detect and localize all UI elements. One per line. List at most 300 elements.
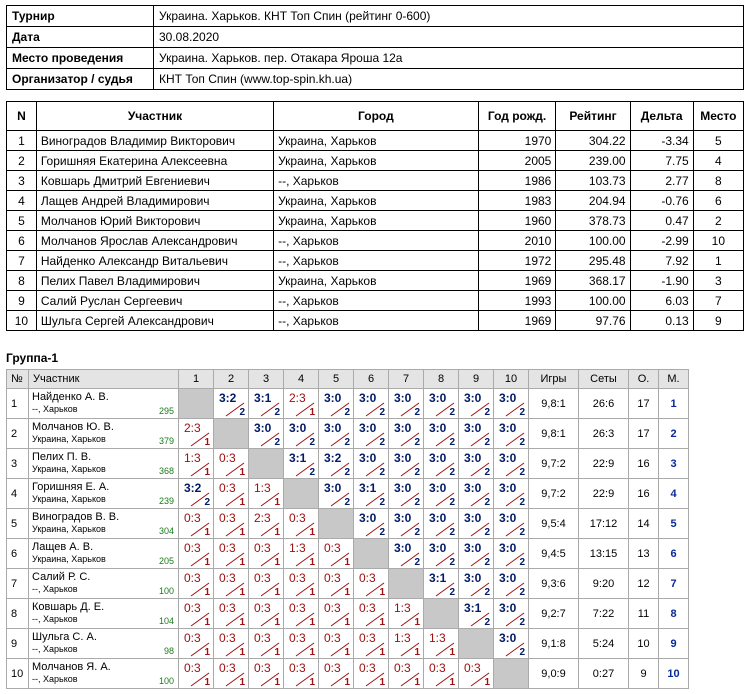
match-score: 3:1 xyxy=(289,451,307,465)
group-header-col: 5 xyxy=(319,370,354,389)
group-points: 12 xyxy=(629,569,659,599)
participants-cell: --, Харьков xyxy=(274,251,479,271)
tournament-info-table xyxy=(6,5,744,90)
match-score: 3:0 xyxy=(464,571,482,585)
match-cell xyxy=(249,389,284,419)
group-sets: 22:9 xyxy=(579,449,629,479)
diagonal-cell xyxy=(319,509,354,539)
player-name: Лащев А. В. xyxy=(32,541,94,553)
match-score: 3:0 xyxy=(429,541,447,555)
match-score: 0:3 xyxy=(219,571,236,585)
participants-cell: 304.22 xyxy=(556,131,630,151)
match-cell xyxy=(389,659,424,689)
match-points: 1 xyxy=(414,617,420,628)
match-points: 1 xyxy=(204,467,210,478)
match-points: 1 xyxy=(309,407,315,418)
match-points: 2 xyxy=(414,407,420,418)
match-result xyxy=(389,449,423,478)
participants-cell: 100.00 xyxy=(556,291,630,311)
player-rating: 304 xyxy=(158,526,174,536)
participants-cell: 2 xyxy=(7,151,37,171)
match-result xyxy=(354,479,388,508)
group-header-points: О. xyxy=(629,370,659,389)
match-points: 2 xyxy=(519,557,525,568)
match-cell xyxy=(214,389,249,419)
participants-cell: 7 xyxy=(693,291,743,311)
group-header-player: Участник xyxy=(29,370,179,389)
group-place: 7 xyxy=(659,569,689,599)
group-row-num: 5 xyxy=(7,509,29,539)
participants-cell: 2 xyxy=(693,211,743,231)
group-sets: 7:22 xyxy=(579,599,629,629)
group-header-col: 3 xyxy=(249,370,284,389)
info-row xyxy=(7,48,744,69)
match-score: 0:3 xyxy=(324,661,341,675)
match-points: 1 xyxy=(344,617,350,628)
player-name: Молчанов Ю. В. xyxy=(32,421,114,433)
match-points: 2 xyxy=(379,527,385,538)
group-place: 10 xyxy=(659,659,689,689)
match-cell xyxy=(459,599,494,629)
match-score: 3:0 xyxy=(464,451,482,465)
group-player-cell xyxy=(29,479,179,509)
table-row xyxy=(7,171,744,191)
match-score: 3:0 xyxy=(464,541,482,555)
match-result xyxy=(354,659,388,688)
match-score: 3:0 xyxy=(394,391,412,405)
match-cell xyxy=(354,569,389,599)
participants-cell: Украина, Харьков xyxy=(274,151,479,171)
match-cell xyxy=(459,419,494,449)
participants-cell: --, Харьков xyxy=(274,291,479,311)
participants-cell: 0.47 xyxy=(630,211,693,231)
match-result xyxy=(214,599,248,628)
group-points: 14 xyxy=(629,509,659,539)
player-rating: 205 xyxy=(158,556,174,566)
match-points: 1 xyxy=(204,587,210,598)
group-player-cell xyxy=(29,419,179,449)
match-score: 0:3 xyxy=(184,511,201,525)
match-score: 3:0 xyxy=(429,481,447,495)
participants-cell: 8 xyxy=(693,171,743,191)
match-result xyxy=(459,449,493,478)
diagonal-cell xyxy=(249,449,284,479)
match-score: 3:0 xyxy=(289,421,307,435)
match-result xyxy=(179,449,213,478)
match-score: 0:3 xyxy=(359,601,376,615)
group-points: 13 xyxy=(629,539,659,569)
match-points: 2 xyxy=(344,437,350,448)
match-points: 1 xyxy=(274,677,280,688)
table-row xyxy=(7,151,744,171)
match-score: 3:0 xyxy=(394,481,412,495)
match-cell xyxy=(179,659,214,689)
participants-cell: 1 xyxy=(693,251,743,271)
player-city: --, Харьков xyxy=(32,584,78,594)
match-points: 2 xyxy=(274,407,280,418)
match-cell xyxy=(459,539,494,569)
match-cell xyxy=(249,539,284,569)
match-result xyxy=(214,569,248,598)
player-name: Ковшарь Д. Е. xyxy=(32,601,105,613)
group-row xyxy=(7,389,689,419)
match-cell xyxy=(249,599,284,629)
match-score: 3:0 xyxy=(394,541,412,555)
group-sets: 26:3 xyxy=(579,419,629,449)
match-cell xyxy=(494,419,529,449)
match-points: 2 xyxy=(379,497,385,508)
group-row-num: 2 xyxy=(7,419,29,449)
match-score: 3:1 xyxy=(254,391,272,405)
match-result xyxy=(354,569,388,598)
match-cell xyxy=(494,629,529,659)
match-result xyxy=(319,659,353,688)
match-result xyxy=(389,479,423,508)
match-cell xyxy=(354,419,389,449)
match-result xyxy=(459,599,493,628)
match-cell xyxy=(319,389,354,419)
match-result xyxy=(389,389,423,418)
match-score: 0:3 xyxy=(219,661,236,675)
group-row xyxy=(7,539,689,569)
participants-cell: 4 xyxy=(7,191,37,211)
table-row xyxy=(7,131,744,151)
player-city: Украина, Харьков xyxy=(32,524,106,534)
match-result xyxy=(284,569,318,598)
participants-cell: Найденко Александр Витальевич xyxy=(36,251,273,271)
table-row xyxy=(7,231,744,251)
match-score: 3:0 xyxy=(464,511,482,525)
match-result xyxy=(424,659,458,688)
group-header-games: Игры xyxy=(529,370,579,389)
participants-cell: 1960 xyxy=(478,211,556,231)
group-points: 10 xyxy=(629,629,659,659)
group-header-place: М. xyxy=(659,370,689,389)
group-row xyxy=(7,599,689,629)
match-score: 3:0 xyxy=(394,451,412,465)
match-result xyxy=(179,419,213,448)
match-result xyxy=(389,539,423,568)
participants-cell: 368.17 xyxy=(556,271,630,291)
group-games: 9,7:2 xyxy=(529,449,579,479)
participants-cell: 103.73 xyxy=(556,171,630,191)
group-sets: 0:27 xyxy=(579,659,629,689)
group-points: 9 xyxy=(629,659,659,689)
participants-cell: 6.03 xyxy=(630,291,693,311)
match-score: 3:0 xyxy=(324,421,342,435)
match-score: 3:0 xyxy=(464,421,482,435)
match-score: 3:0 xyxy=(499,451,517,465)
match-score: 0:3 xyxy=(254,541,271,555)
match-result xyxy=(179,539,213,568)
group-header-col: 6 xyxy=(354,370,389,389)
match-result xyxy=(494,539,528,568)
match-score: 3:0 xyxy=(359,391,377,405)
match-cell xyxy=(459,479,494,509)
match-cell xyxy=(354,449,389,479)
match-points: 2 xyxy=(519,467,525,478)
info-label: Место проведения xyxy=(7,48,154,69)
participants-cell: 1969 xyxy=(478,271,556,291)
match-score: 3:0 xyxy=(499,541,517,555)
group-sets: 17:12 xyxy=(579,509,629,539)
participants-cell: 9 xyxy=(7,291,37,311)
match-score: 3:0 xyxy=(324,481,342,495)
group-games: 9,4:5 xyxy=(529,539,579,569)
match-points: 2 xyxy=(379,467,385,478)
participants-cell: 2005 xyxy=(478,151,556,171)
participants-cell: 1986 xyxy=(478,171,556,191)
participants-cell: 9 xyxy=(693,311,743,331)
match-points: 1 xyxy=(239,467,245,478)
participants-cell: 1970 xyxy=(478,131,556,151)
match-points: 1 xyxy=(239,497,245,508)
match-points: 1 xyxy=(274,497,280,508)
participants-cell: 1972 xyxy=(478,251,556,271)
match-cell xyxy=(284,449,319,479)
group-player-cell xyxy=(29,569,179,599)
match-cell xyxy=(494,569,529,599)
match-score: 0:3 xyxy=(324,601,341,615)
match-score: 0:3 xyxy=(219,451,236,465)
match-score: 0:3 xyxy=(359,571,376,585)
player-rating: 295 xyxy=(158,406,174,416)
match-score: 3:0 xyxy=(429,391,447,405)
match-points: 2 xyxy=(414,467,420,478)
table-row xyxy=(7,191,744,211)
match-points: 2 xyxy=(519,497,525,508)
match-cell xyxy=(424,479,459,509)
match-score: 0:3 xyxy=(289,631,306,645)
match-score: 0:3 xyxy=(219,631,236,645)
match-result xyxy=(284,389,318,418)
group-header-col: 4 xyxy=(284,370,319,389)
match-points: 1 xyxy=(344,677,350,688)
match-result xyxy=(249,419,283,448)
match-points: 2 xyxy=(379,407,385,418)
diagonal-cell xyxy=(284,479,319,509)
match-score: 2:3 xyxy=(289,391,306,405)
match-score: 3:0 xyxy=(394,511,412,525)
match-result xyxy=(494,509,528,538)
match-score: 0:3 xyxy=(289,661,306,675)
match-result xyxy=(354,509,388,538)
participants-cell: 239.00 xyxy=(556,151,630,171)
group-place: 9 xyxy=(659,629,689,659)
match-score: 3:2 xyxy=(324,451,342,465)
match-result xyxy=(319,479,353,508)
group-player-cell xyxy=(29,449,179,479)
match-result xyxy=(494,449,528,478)
match-cell xyxy=(494,479,529,509)
match-points: 2 xyxy=(414,527,420,538)
match-cell xyxy=(354,659,389,689)
participants-cell: 6 xyxy=(693,191,743,211)
match-points: 1 xyxy=(204,677,210,688)
match-cell xyxy=(319,419,354,449)
match-score: 1:3 xyxy=(394,631,411,645)
match-score: 0:3 xyxy=(394,661,411,675)
participants-cell: Молчанов Ярослав Александрович xyxy=(36,231,273,251)
player-city: --, Харьков xyxy=(32,404,78,414)
match-points: 1 xyxy=(239,557,245,568)
match-cell xyxy=(214,539,249,569)
info-label: Дата xyxy=(7,27,154,48)
group-header-num: № xyxy=(7,370,29,389)
match-cell xyxy=(319,659,354,689)
group-header-col: 7 xyxy=(389,370,424,389)
group-row xyxy=(7,509,689,539)
match-cell xyxy=(284,599,319,629)
player-name: Салий Р. С. xyxy=(32,571,91,583)
group-row xyxy=(7,419,689,449)
participants-cell: 5 xyxy=(693,131,743,151)
match-score: 2:3 xyxy=(184,421,201,435)
match-cell xyxy=(214,569,249,599)
match-result xyxy=(389,419,423,448)
match-points: 1 xyxy=(449,647,455,658)
player-rating: 239 xyxy=(158,496,174,506)
group-points: 11 xyxy=(629,599,659,629)
participants-header: Место xyxy=(693,102,743,131)
group-place: 5 xyxy=(659,509,689,539)
match-result xyxy=(179,599,213,628)
match-score: 1:3 xyxy=(254,481,271,495)
match-score: 0:3 xyxy=(184,631,201,645)
diagonal-cell xyxy=(424,599,459,629)
group-player-cell xyxy=(29,509,179,539)
match-cell xyxy=(389,389,424,419)
match-points: 1 xyxy=(379,647,385,658)
match-score: 0:3 xyxy=(359,661,376,675)
participants-cell: Украина, Харьков xyxy=(274,271,479,291)
participants-header: Рейтинг xyxy=(556,102,630,131)
group-row-num: 4 xyxy=(7,479,29,509)
match-score: 3:0 xyxy=(464,391,482,405)
player-rating: 368 xyxy=(158,466,174,476)
match-points: 1 xyxy=(379,617,385,628)
player-name: Пелих П. В. xyxy=(32,451,92,463)
group-row-num: 6 xyxy=(7,539,29,569)
match-cell xyxy=(494,389,529,419)
match-points: 1 xyxy=(239,587,245,598)
match-score: 3:0 xyxy=(499,631,517,645)
match-points: 1 xyxy=(484,677,490,688)
match-score: 1:3 xyxy=(429,631,446,645)
match-points: 1 xyxy=(414,677,420,688)
participants-cell: Ковшарь Дмитрий Евгениевич xyxy=(36,171,273,191)
participants-cell: 97.76 xyxy=(556,311,630,331)
participants-cell: 2.77 xyxy=(630,171,693,191)
match-cell xyxy=(494,449,529,479)
match-points: 1 xyxy=(204,617,210,628)
match-cell xyxy=(459,569,494,599)
match-score: 0:3 xyxy=(184,601,201,615)
match-points: 1 xyxy=(414,647,420,658)
match-result xyxy=(354,419,388,448)
match-cell xyxy=(354,599,389,629)
participants-cell: -1.90 xyxy=(630,271,693,291)
match-result xyxy=(284,539,318,568)
match-cell xyxy=(284,509,319,539)
group-place: 6 xyxy=(659,539,689,569)
match-points: 2 xyxy=(484,617,490,628)
match-score: 0:3 xyxy=(464,661,481,675)
match-result xyxy=(214,629,248,658)
group-games: 9,8:1 xyxy=(529,419,579,449)
match-score: 3:0 xyxy=(429,451,447,465)
match-cell xyxy=(249,629,284,659)
match-points: 2 xyxy=(449,587,455,598)
participants-cell: 2010 xyxy=(478,231,556,251)
info-row xyxy=(7,69,744,90)
participants-cell: Пелих Павел Владимирович xyxy=(36,271,273,291)
participants-cell: 6 xyxy=(7,231,37,251)
group-header-col: 1 xyxy=(179,370,214,389)
participants-cell: 4 xyxy=(693,151,743,171)
match-points: 1 xyxy=(344,587,350,598)
match-score: 3:0 xyxy=(429,511,447,525)
participants-cell: Шульга Сергей Александрович xyxy=(36,311,273,331)
match-result xyxy=(214,449,248,478)
match-points: 2 xyxy=(344,497,350,508)
info-value: 30.08.2020 xyxy=(154,27,744,48)
player-city: Украина, Харьков xyxy=(32,434,106,444)
match-cell xyxy=(424,539,459,569)
match-points: 2 xyxy=(449,407,455,418)
match-result xyxy=(249,659,283,688)
match-result xyxy=(389,509,423,538)
group-games: 9,1:8 xyxy=(529,629,579,659)
match-result xyxy=(284,659,318,688)
match-score: 1:3 xyxy=(184,451,201,465)
match-points: 1 xyxy=(204,527,210,538)
match-points: 2 xyxy=(414,557,420,568)
participants-cell: Молчанов Юрий Викторович xyxy=(36,211,273,231)
group-games: 9,0:9 xyxy=(529,659,579,689)
participants-cell: 1993 xyxy=(478,291,556,311)
match-cell xyxy=(389,539,424,569)
player-name: Горишняя Е. А. xyxy=(32,481,110,493)
participants-table xyxy=(6,101,744,331)
match-result xyxy=(424,569,458,598)
group-row xyxy=(7,629,689,659)
match-cell xyxy=(249,479,284,509)
match-cell xyxy=(389,479,424,509)
match-points: 1 xyxy=(309,527,315,538)
match-score: 3:0 xyxy=(464,481,482,495)
group-points: 16 xyxy=(629,449,659,479)
match-result xyxy=(459,509,493,538)
match-points: 2 xyxy=(519,527,525,538)
group-row-num: 1 xyxy=(7,389,29,419)
info-label: Организатор / судья xyxy=(7,69,154,90)
match-cell xyxy=(249,569,284,599)
match-cell xyxy=(424,629,459,659)
participants-cell: 1983 xyxy=(478,191,556,211)
diagonal-cell xyxy=(214,419,249,449)
match-score: 1:3 xyxy=(394,601,411,615)
match-result xyxy=(354,389,388,418)
group-place: 4 xyxy=(659,479,689,509)
match-result xyxy=(249,629,283,658)
match-cell xyxy=(249,509,284,539)
info-value: Украина. Харьков. пер. Отакара Яроша 12а xyxy=(154,48,744,69)
match-result xyxy=(319,419,353,448)
match-score: 3:0 xyxy=(359,451,377,465)
info-value: Украина. Харьков. КНТ Топ Спин (рейтинг 0-600) xyxy=(154,6,744,27)
match-result xyxy=(459,539,493,568)
